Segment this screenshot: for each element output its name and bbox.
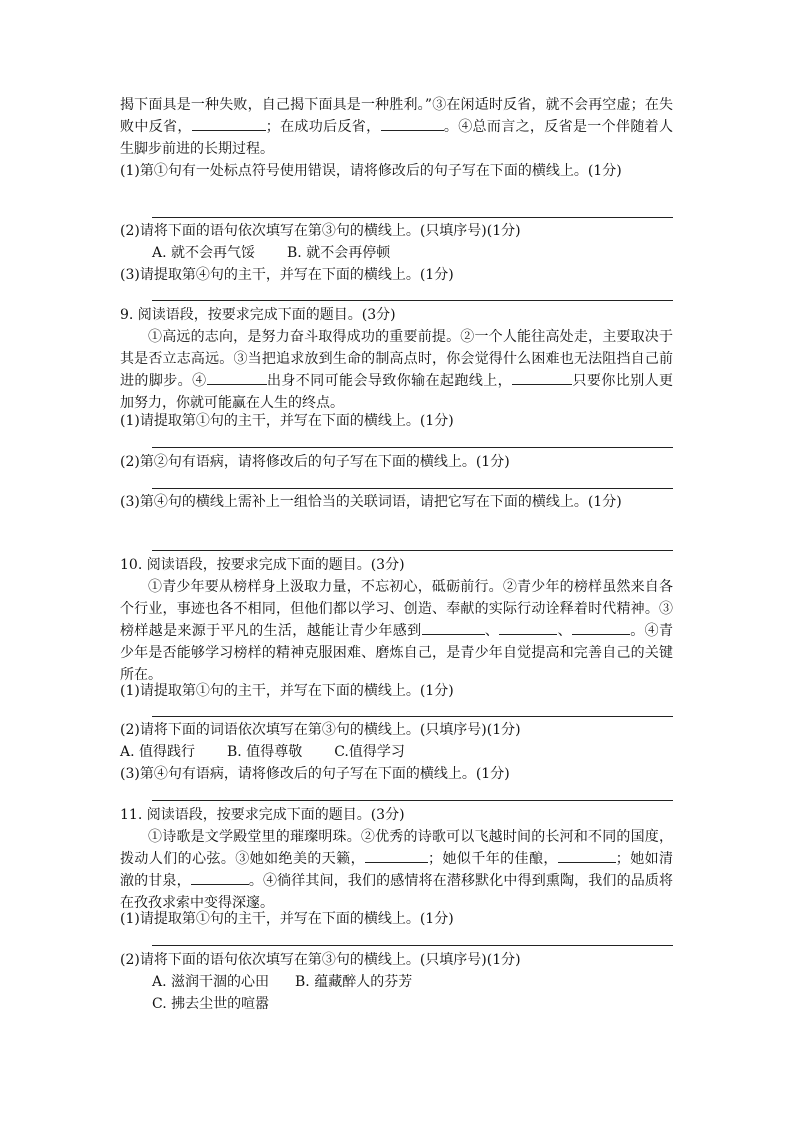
q10-passage-part-a: ①青少年要从榜样身上汲取力量，不忘初心，砥砺前行。②青少年的榜样虽然来自各个行业，事迹也各不相同，但他们都以学习、创造、奉献的实际行动诠释着时代精神。③榜样越是来源于平凡的生活，越能让青少年感到 xyxy=(120,579,673,639)
q8-option-b: B. 就不会再停顿 xyxy=(287,245,391,261)
q10-sub1-answer-line[interactable] xyxy=(152,716,673,717)
q10-options xyxy=(120,741,673,763)
q11-options-row-2 xyxy=(152,993,705,1015)
q11-passage-part-c: ；她如清澈的甘泉， xyxy=(120,851,674,889)
q11-sub2: (2)请将下面的语句依次填写在第③句的横线上。(只填序号)(1分) xyxy=(120,952,521,968)
q9-sub3-answer-line[interactable] xyxy=(152,550,673,551)
q10-sub3-answer-line[interactable] xyxy=(152,800,673,801)
q10-option-c: C.值得学习 xyxy=(334,744,405,760)
q8-passage-part-c: 。④总而言之，反省是一个伴随着人生脚步前进的长期过程。 xyxy=(120,119,674,157)
q11-blank-1[interactable] xyxy=(365,848,428,863)
q10-passage-sep-1: 、 xyxy=(484,623,500,639)
q10-sub1: (1)请提取第①句的主干，并写在下面的横线上。(1分) xyxy=(120,683,454,699)
q11-option-c: C. 拂去尘世的喧嚣 xyxy=(152,996,270,1012)
q9-blank-1[interactable] xyxy=(207,370,267,385)
q8-blank-1[interactable] xyxy=(192,116,266,131)
q11-title: 11. 阅读语段，按要求完成下面的题目。(3分) xyxy=(120,807,405,823)
q8-option-a: A. 就不会再气馁 xyxy=(152,245,256,261)
q11-sub1-answer-line[interactable] xyxy=(152,945,673,946)
q11-passage-part-b: ；她似千年的佳酿， xyxy=(428,851,558,867)
q11-passage xyxy=(120,826,673,914)
q11-blank-3[interactable] xyxy=(191,870,249,885)
q8-blank-2[interactable] xyxy=(381,116,444,131)
q9-sub3: (3)第④句的横线上需补上一组恰当的关联词语，请把它写在下面的横线上。(1分) xyxy=(120,494,622,510)
q10-option-b: B. 值得尊敬 xyxy=(227,744,303,760)
q8-passage-part-b: ；在成功后反省， xyxy=(265,119,381,135)
q9-passage-part-a: ①高远的志向，是努力奋斗取得成功的重要前提。②一个人能往高处走，主要取决于其是否立志高远。③当把追求放到生命的制高点时，你会觉得什么困难也无法阻挡自己前进的脚步。④ xyxy=(120,329,673,389)
q10-passage xyxy=(120,576,673,686)
q10-sub3: (3)第④句有语病，请将修改后的句子写在下面的横线上。(1分) xyxy=(120,766,510,782)
q8-options xyxy=(152,242,705,264)
q11-passage-part-d: 。④徜徉其间，我们的感情将在潜移默化中得到熏陶，我们的品质将在孜孜求索中变得深邃。 xyxy=(120,873,674,911)
q10-sub2: (2)请将下面的词语依次填写在第③句的横线上。(只填序号)(1分) xyxy=(120,722,521,738)
q9-passage xyxy=(120,326,673,414)
q8-passage xyxy=(120,94,673,160)
q9-sub1: (1)请提取第①句的主干，并写在下面的横线上。(1分) xyxy=(120,413,454,429)
q10-passage-part-d: 。④青少年是否能够学习榜样的精神克服困难、磨炼自己，是青少年自觉提高和完善自己的关键所在。 xyxy=(120,623,674,683)
q10-blank-3[interactable] xyxy=(572,620,630,635)
q10-passage-sep-2: 、 xyxy=(557,623,572,639)
q9-sub2: (2)第②句有语病，请将修改后的句子写在下面的横线上。(1分) xyxy=(120,454,510,470)
q8-sub1: (1)第①句有一处标点符号使用错误，请将修改后的句子写在下面的横线上。(1分) xyxy=(120,163,622,179)
q10-blank-1[interactable] xyxy=(422,620,485,635)
q11-option-b: B. 蕴藏醉人的芬芳 xyxy=(295,974,413,990)
q8-sub2: (2)请将下面的语句依次填写在第③句的横线上。(只填序号)(1分) xyxy=(120,223,521,239)
q9-blank-2[interactable] xyxy=(512,370,572,385)
q8-sub3: (3)请提取第④句的主干，并写在下面的横线上。(1分) xyxy=(120,267,454,283)
q11-passage-part-a: ①诗歌是文学殿堂里的璀璨明珠。②优秀的诗歌可以飞越时间的长河和不同的国度，拨动人们的心弦。③她如绝美的天籁， xyxy=(120,829,673,867)
q11-blank-2[interactable] xyxy=(558,848,616,863)
q9-title: 9. 阅读语段，按要求完成下面的题目。(3分) xyxy=(120,307,396,323)
q10-option-a: A. 值得践行 xyxy=(120,744,196,760)
q8-sub3-answer-line[interactable] xyxy=(152,300,673,301)
q11-sub1: (1)请提取第①句的主干，并写在下面的横线上。(1分) xyxy=(120,911,454,927)
q9-sub2-answer-line[interactable] xyxy=(152,488,673,489)
q8-passage-part-a: 揭下面具是一种失败，自己揭下面具是一种胜利。”③在闲适时反省，就不会再空虚；在失败中反省， xyxy=(120,97,673,135)
q9-sub1-answer-line[interactable] xyxy=(152,447,673,448)
q10-blank-2[interactable] xyxy=(499,620,557,635)
q8-sub1-answer-line[interactable] xyxy=(152,217,673,218)
q9-passage-part-b: 出身不同可能会导致你输在起跑线上， xyxy=(266,373,513,389)
q10-title: 10. 阅读语段，按要求完成下面的题目。(3分) xyxy=(120,557,405,573)
q9-passage-part-c: 只要你比别人更加努力，你就可能赢在人生的终点。 xyxy=(120,373,674,411)
q11-options-row-1 xyxy=(152,971,705,993)
q11-option-a: A. 滋润干涸的心田 xyxy=(152,974,270,990)
